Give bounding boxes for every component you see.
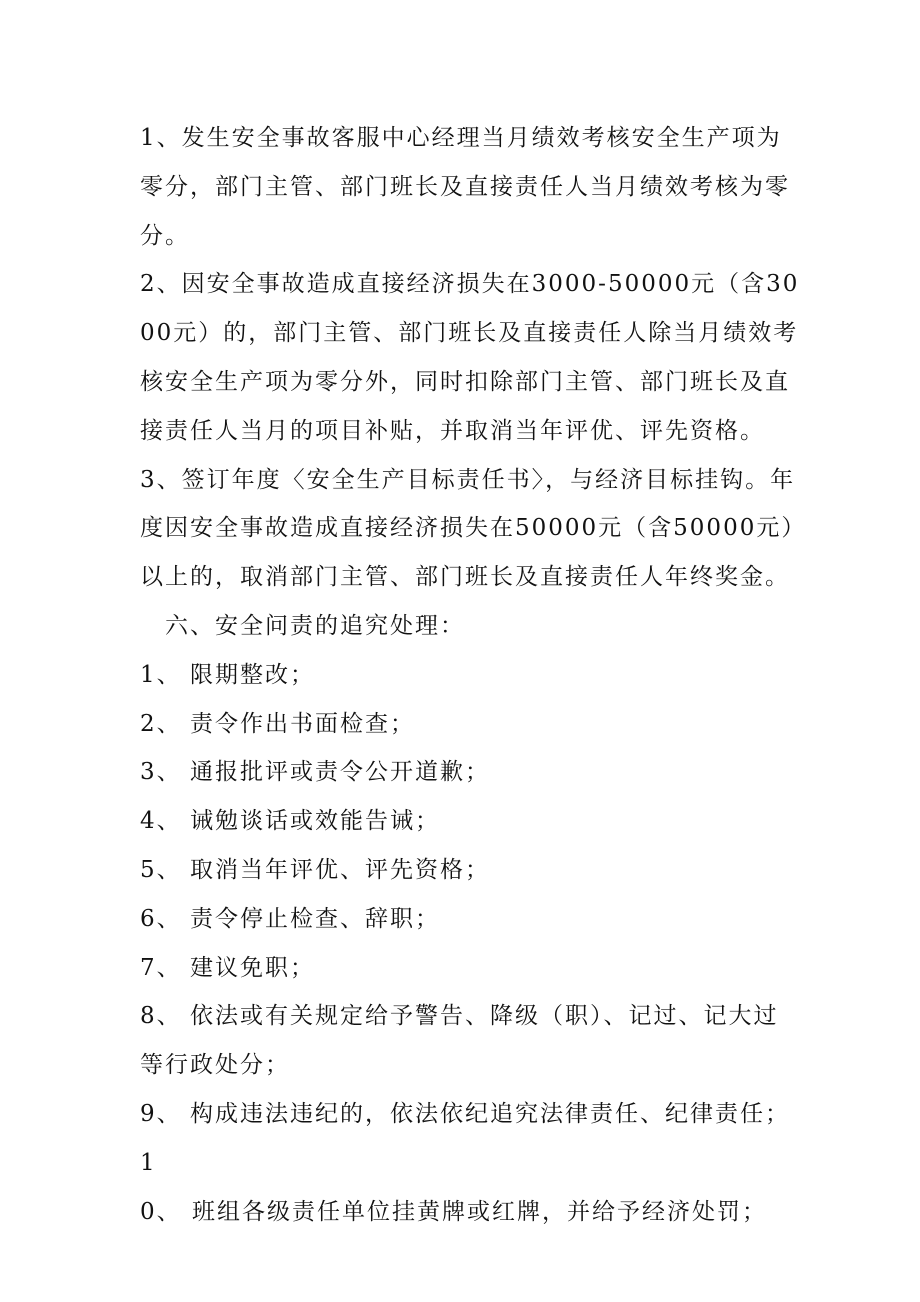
list-item-text: 建议免职；	[190, 954, 315, 981]
list-item	[140, 797, 800, 846]
list-item-text: 班组各级责任单位挂黄牌或红牌，并给予经济处罚；	[192, 1198, 767, 1225]
list-item	[140, 1090, 800, 1139]
list-item	[140, 700, 800, 749]
paragraph-2: 2、因安全事故造成直接经济损失在3000-50000元（含3000元）的，部门主管、部门班长及直接责任人除当月绩效考核安全生产项为零分外，同时扣除部门主管、部门班长及直接责任人当月的项目补贴，并取消当年评优、评先资格。	[140, 271, 800, 444]
list-item	[140, 895, 800, 944]
list-item-text: 通报批评或责令公开道歉；	[190, 759, 490, 786]
list-item-number: 10、	[140, 1149, 182, 1225]
document-body	[140, 114, 800, 1236]
list-item-text: 依法或有关规定给予警告、降级（职）、记过、记大过等行政处分；	[140, 1003, 779, 1079]
list-item-text: 限期整改；	[190, 661, 315, 688]
list-item-text: 构成违法违纪的，依法依纪追究法律责任、纪律责任；	[190, 1100, 790, 1127]
list-item	[140, 748, 800, 797]
paragraph-1: 1、发生安全事故客服中心经理当月绩效考核安全生产项为零分，部门主管、部门班长及直接责任人当月绩效考核为零分。	[140, 125, 790, 249]
list-item-text: 诫勉谈话或效能告诫；	[190, 808, 440, 835]
list-item-number: 2、	[140, 710, 182, 737]
list-item-number: 3、	[140, 759, 182, 786]
list-item-text: 责令停止检查、辞职；	[190, 905, 440, 932]
list-item	[140, 944, 800, 993]
list-item-number: 5、	[140, 856, 182, 883]
list-item-number: 4、	[140, 808, 182, 835]
list-item	[140, 651, 800, 700]
paragraph-3: 3、签订年度〈安全生产目标责任书〉，与经济目标挂钩。年度因安全事故造成直接经济损失在50000元（含50000元）以上的，取消部门主管、部门班长及直接责任人年终奖金。	[140, 466, 796, 591]
list-item	[140, 992, 800, 1090]
list-item	[140, 846, 800, 895]
list-item-number: 9、	[140, 1100, 182, 1127]
list-item	[140, 1139, 800, 1237]
list-item-text: 取消当年评优、评先资格；	[190, 856, 490, 883]
list-item-number: 8、	[140, 1003, 182, 1030]
list-item-number: 6、	[140, 905, 182, 932]
section-heading: 六、安全问责的追究处理：	[165, 612, 465, 639]
list-item-number: 1、	[140, 661, 182, 688]
list-item-text: 责令作出书面检查；	[190, 710, 415, 737]
list-item-number: 7、	[140, 954, 182, 981]
